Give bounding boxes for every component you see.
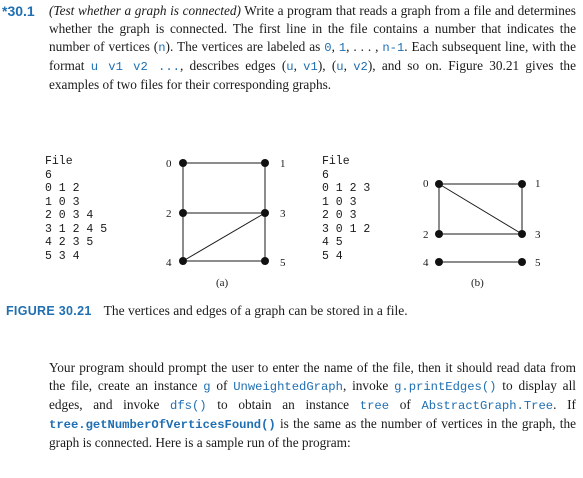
- graph-a: [183, 163, 265, 261]
- graph-a-label: (a): [216, 277, 229, 289]
- vertex-label: 2: [166, 208, 172, 220]
- vertex-3: [518, 230, 526, 238]
- vertex-label: 2: [423, 229, 429, 241]
- file-line: 0 1 2 3: [322, 182, 371, 195]
- vertex-label: 3: [535, 229, 541, 241]
- vertex-label: 0: [166, 158, 172, 170]
- file-line: 6: [45, 168, 52, 182]
- file-line: 4 5: [322, 236, 343, 249]
- vertex-4: [435, 258, 443, 266]
- vertex-label: 5: [535, 257, 541, 269]
- vertex-label: 1: [280, 158, 286, 170]
- code-g: g: [203, 380, 211, 394]
- vertex-3: [261, 209, 269, 217]
- code-unweighted-graph: UnweightedGraph: [233, 380, 343, 394]
- graph-a-vertices: [179, 159, 269, 265]
- vertex-4: [179, 257, 187, 265]
- file-header: File: [322, 155, 350, 168]
- vertex-label: 0: [423, 178, 429, 190]
- code-u2: u: [336, 60, 344, 74]
- body-paragraph: Your program should prompt the user to enter the name of the file, then it should read data from the file, create an instance g of UnweightedGraph, invoke g.printEdges() to display all edges, and invoke dfs() to obtain an instance tree of AbstractGraph.Tree. If tree.getNumberOfVerticesFound() is the same as the number of vertices in the graph, the graph is connected. Here is a sample run of the program:: [49, 360, 576, 450]
- vertex-5: [518, 258, 526, 266]
- code-n: n: [158, 41, 166, 55]
- file-header: File: [45, 155, 73, 168]
- file-line: 2 0 3: [322, 209, 357, 222]
- code-abstract-graph-tree: AbstractGraph.Tree: [421, 399, 554, 413]
- file-line: 6: [322, 168, 329, 182]
- file-line: 1 0 3: [322, 195, 357, 209]
- file-line: 0 1 2: [45, 182, 80, 195]
- code-u1: u: [286, 60, 294, 74]
- file-line: 1 0 3: [45, 195, 80, 209]
- file-line: 5 4: [322, 249, 343, 263]
- code-one: 1: [338, 41, 347, 55]
- vertex-0: [179, 159, 187, 167]
- vertex-label: 3: [280, 208, 286, 220]
- exercise-text: (Test whether a graph is connected) Write a program that reads a graph from a file and determines whether the graph is connected. The first line in the file contains a number that indicates the number of vertices (n). The vertices are labeled as 0, 1, . . . , n-1. Each subsequent line, with the format u v1 v2 ..., describes edges (u, v1), (u, v2), and so on. Figure 30.21 gives the examples of two files for their corresponding graphs.: [49, 3, 576, 92]
- code-v2: v2: [353, 60, 368, 74]
- vertex-label: 4: [166, 257, 172, 269]
- vertex-0: [435, 180, 443, 188]
- code-v1: v1: [303, 60, 318, 74]
- file-line: 3 1 2 4 5: [45, 222, 108, 236]
- graph-b-vertices: [435, 180, 526, 266]
- vertex-2: [435, 230, 443, 238]
- code-dfs: dfs(): [170, 399, 207, 413]
- graph-b: [439, 184, 522, 262]
- vertex-2: [179, 209, 187, 217]
- code-zero: 0: [324, 41, 332, 55]
- figure-caption: [6, 303, 408, 319]
- file-line: 4 2 3 5: [45, 236, 94, 249]
- vertex-label: 4: [423, 257, 429, 269]
- code-tree: tree: [359, 399, 390, 413]
- file-line: 2 0 3 4: [45, 209, 94, 222]
- vertex-1: [518, 180, 526, 188]
- caption-label: FIGURE 30.21: [6, 304, 92, 318]
- vertex-1: [261, 159, 269, 167]
- edge-3-4: [183, 213, 265, 261]
- caption-text: The vertices and edges of a graph can be stored in a file.: [103, 303, 408, 318]
- vertex-label: 5: [280, 257, 286, 269]
- code-n-minus-1: n-1: [382, 41, 405, 55]
- file-line: 5 3 4: [45, 249, 80, 263]
- vertex-5: [261, 257, 269, 265]
- graph-b-label: (b): [471, 277, 484, 289]
- vertex-label: 1: [535, 178, 541, 190]
- code-format: u v1 v2 ...: [90, 60, 180, 74]
- edge-0-3: [439, 184, 522, 234]
- exercise-title: (Test whether a graph is connected): [49, 3, 241, 18]
- code-get-number-of-vertices-found: tree.getNumberOfVerticesFound(): [49, 418, 276, 432]
- code-print-edges: g.printEdges(): [394, 380, 497, 394]
- exercise-number: *30.1: [2, 3, 35, 19]
- file-line: 3 0 1 2: [322, 222, 371, 236]
